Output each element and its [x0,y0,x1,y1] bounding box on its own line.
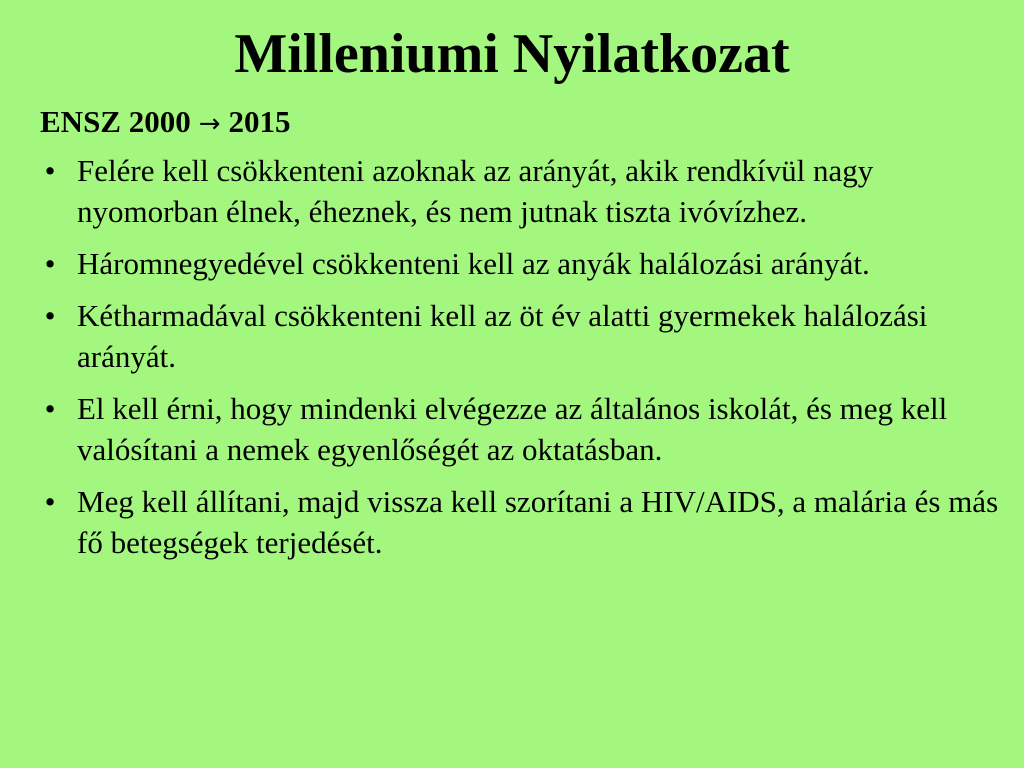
goal-text: Felére kell csökkenteni azoknak az arányát, akik rendkívül nagy nyomorban élnek, éheznek, és nem jutnak tiszta ivóvízhez. [77,153,874,229]
goal-list [40,150,1000,574]
slide-subtitle [40,100,291,146]
goal-text: Meg kell állítani, majd vissza kell szorítani a HIV/AIDS, a malária és más fő betegségek terjedését. [77,484,999,560]
goal-item-disease [40,481,1000,563]
goal-text: Háromnegyedével csökkenteni kell az anyák halálozási arányát. [77,246,870,281]
goal-text: El kell érni, hogy mindenki elvégezze az általános iskolát, és meg kell valósítani a nemek egyenlőségét az oktatásban. [77,391,948,467]
subtitle-start-year: ENSZ 2000 [40,104,191,139]
goal-item-poverty [40,150,1000,232]
goal-text: Kétharmadával csökkenteni kell az öt év alatti gyermekek halálozási arányát. [77,298,928,374]
goal-item-child-mortality [40,295,1000,377]
bullet-icon: • [44,246,56,281]
subtitle-end-year: 2015 [228,104,291,139]
bullet-icon: • [44,153,56,188]
slide-title: Milleniumi Nyilatkozat [234,23,790,85]
bullet-icon: • [44,391,56,426]
bullet-icon: • [44,298,56,333]
arrow-right-icon: → [198,109,221,139]
bullet-icon: • [44,484,56,519]
goal-item-education [40,388,1000,470]
goal-item-maternal-mortality [40,243,1000,284]
